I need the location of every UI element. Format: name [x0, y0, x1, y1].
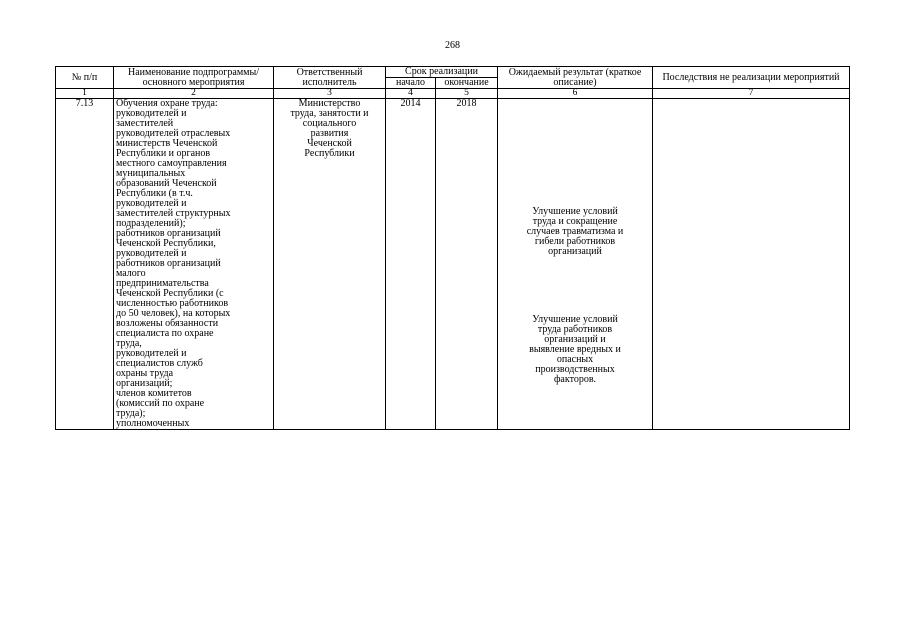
column-number: 4 — [386, 89, 436, 99]
name-line: подразделений); — [116, 218, 186, 229]
name-line: труда); — [116, 408, 146, 419]
row-end: 2018 — [436, 99, 498, 430]
result-line: организаций — [548, 246, 602, 257]
name-line: Чеченской Республики (с — [116, 288, 224, 299]
header-period: Срок реализации — [386, 67, 498, 78]
result-block-1 — [500, 207, 650, 257]
result-line: факторов. — [553, 374, 597, 385]
name-line: министерств Чеченской — [116, 138, 218, 149]
column-number: 7 — [653, 89, 850, 99]
column-numbers-row — [56, 89, 850, 99]
result-line: Улучшение условий — [532, 206, 618, 217]
name-line: заместителей — [116, 118, 174, 129]
name-line: организаций; — [116, 378, 173, 389]
name-line: Республики (в т.ч. — [116, 188, 193, 199]
name-line: муниципальных — [116, 168, 186, 179]
header-end: окончание — [436, 78, 498, 89]
name-line: охраны труда — [116, 368, 174, 379]
name-line: руководителей и — [116, 108, 187, 119]
header-row — [56, 67, 850, 78]
column-number: 1 — [56, 89, 114, 99]
result-block-2 — [500, 315, 650, 385]
row-num: 7.13 — [56, 99, 114, 430]
page-number: 268 — [445, 40, 460, 51]
name-line: предпринимательства — [116, 278, 209, 289]
header-start: начало — [386, 78, 436, 89]
name-line: специалиста по охране — [116, 328, 214, 339]
header-executor: Ответственный исполнитель — [274, 67, 386, 89]
table-row — [56, 99, 850, 430]
name-line: Обучения охране труда: — [116, 98, 218, 109]
name-line: членов комитетов — [116, 388, 192, 399]
name-line: численностью работников — [116, 298, 229, 309]
executor-line: труда, занятости и — [290, 108, 369, 119]
row-name-lines — [116, 99, 271, 429]
name-line: руководителей и — [116, 348, 187, 359]
result-spacer — [500, 99, 650, 207]
executor-line: Республики — [304, 148, 355, 159]
row-result — [498, 99, 653, 430]
name-line: специалистов служб — [116, 358, 203, 369]
result-line: труда работников — [537, 324, 613, 335]
name-line: до 50 человек), на которых — [116, 308, 231, 319]
row-consequences — [653, 99, 850, 430]
name-line: заместителей структурных — [116, 208, 231, 219]
result-line: опасных — [556, 354, 594, 365]
result-line: случаев травматизма и — [526, 226, 624, 237]
result-line: выявление вредных и — [529, 344, 621, 355]
executor-line: социального — [302, 118, 357, 129]
name-line: образований Чеченской — [116, 178, 217, 189]
name-line: руководителей отраслевых — [116, 128, 231, 139]
column-number: 6 — [498, 89, 653, 99]
name-line: труда, — [116, 338, 142, 349]
result-line: организаций и — [544, 334, 606, 345]
row-start: 2014 — [386, 99, 436, 430]
name-line: Республики и органов — [116, 148, 211, 159]
name-line: руководителей и — [116, 198, 187, 209]
result-line: труда и сокращение — [532, 216, 618, 227]
name-line: местного самоуправления — [116, 158, 227, 169]
executor-line: Чеченской — [307, 138, 352, 149]
program-table — [55, 66, 850, 430]
row-name — [114, 99, 274, 430]
result-line: производственных — [535, 364, 615, 375]
column-number: 2 — [114, 89, 274, 99]
result-line: Улучшение условий — [532, 314, 618, 325]
name-line: руководителей и — [116, 248, 187, 259]
result-line: гибели работников — [534, 236, 616, 247]
executor-line: Министерство — [298, 98, 361, 109]
name-line: возложены обязанности — [116, 318, 219, 329]
header-result: Ожидаемый результат (краткое описание) — [498, 67, 653, 89]
header-name: Наименование подпрограммы/ основного мероприятия — [114, 67, 274, 89]
name-line: работников организаций — [116, 258, 221, 269]
name-line: малого — [116, 268, 146, 279]
column-number: 5 — [436, 89, 498, 99]
header-consequences: Последствия не реализации мероприятий — [653, 67, 850, 89]
column-number: 3 — [274, 89, 386, 99]
name-line: уполномоченных — [116, 418, 190, 429]
header-num: № п/п — [56, 67, 114, 89]
name-line: (комиссий по охране — [116, 398, 205, 409]
row-executor — [274, 99, 386, 430]
name-line: работников организаций — [116, 228, 221, 239]
name-line: Чеченской Республики, — [116, 238, 216, 249]
result-spacer — [500, 257, 650, 315]
executor-line: развития — [310, 128, 349, 139]
